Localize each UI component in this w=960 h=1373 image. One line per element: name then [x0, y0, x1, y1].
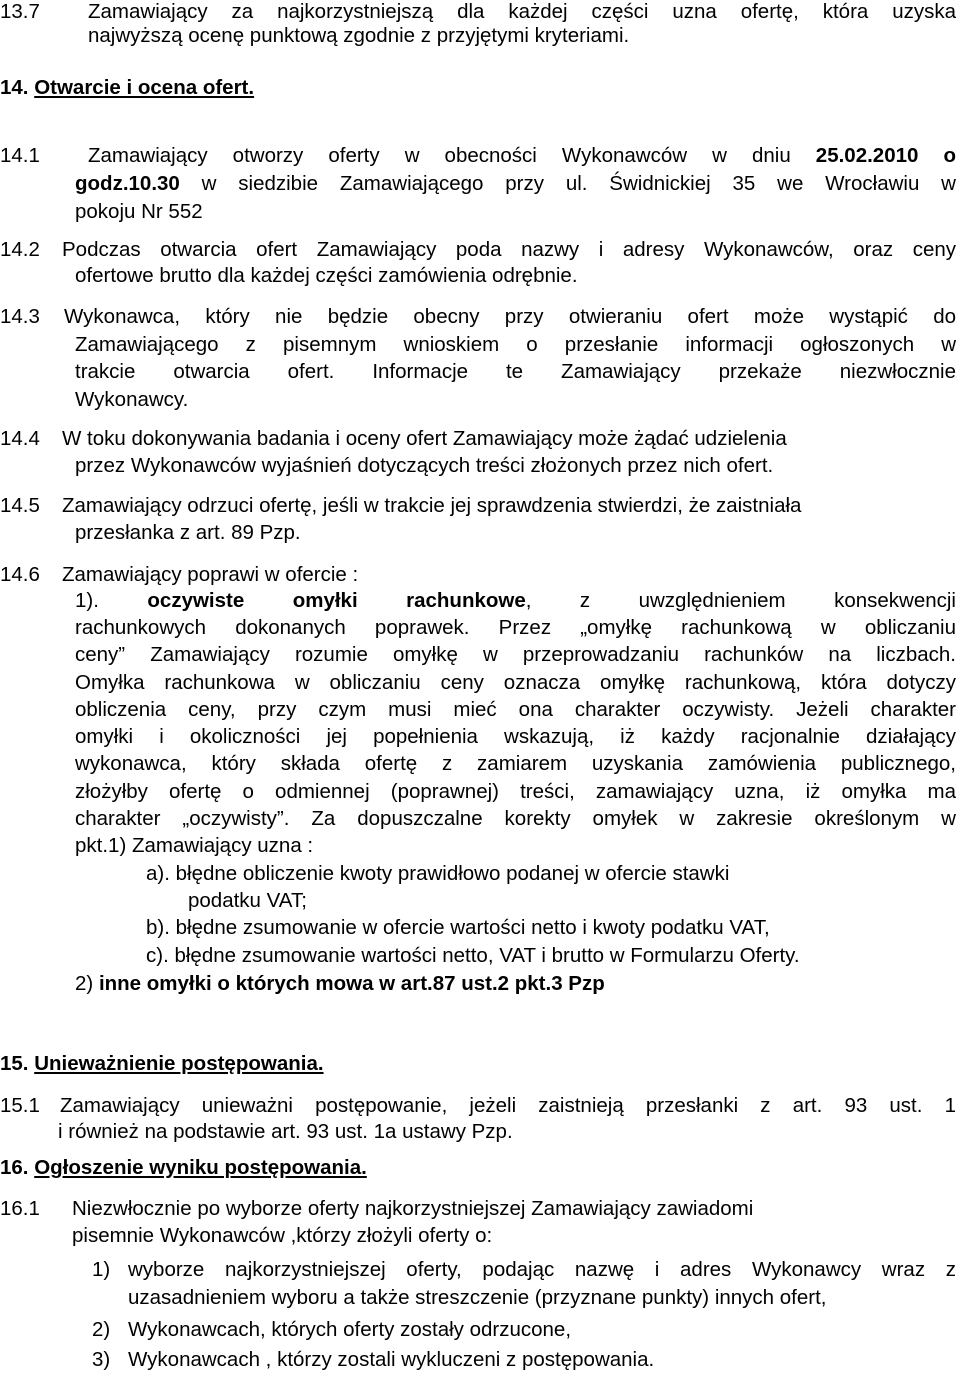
section-16-1-item-3-number: 3) [92, 1348, 111, 1371]
section-14-6-item-2 [75, 972, 605, 996]
section-14-6-sub-a-line-1: a). błędne obliczenie kwoty prawidłowo podanej w ofercie stawki [146, 862, 730, 885]
section-14-1-line-1-text: Zamawiający otworzy oferty w obecności Wykonawców w dniu [88, 144, 791, 167]
section-14-1-number: 14.1 [0, 144, 40, 167]
section-14-6-line-6: obliczenia ceny, przy czym musi mieć ona charakter oczywisty. Jeżeli charakter [75, 698, 956, 721]
section-15-1-line-2: i również na podstawie art. 93 ust. 1a ustawy Pzp. [58, 1120, 513, 1143]
section-14-title: Otwarcie i ocena ofert. [34, 76, 255, 99]
section-14-number: 14. [0, 76, 29, 99]
section-14-1-date: 25.02.2010 o [815, 144, 956, 167]
section-16-number: 16. [0, 1156, 29, 1179]
section-14-3-line-1: Wykonawca, który nie będzie obecny przy otwieraniu ofert może wystąpić do [64, 305, 956, 328]
section-14-4-number: 14.4 [0, 427, 40, 450]
section-15-number: 15. [0, 1052, 29, 1075]
section-14-6-item-2-number: 2) [75, 972, 94, 995]
section-14-6-item-1-text: , z uwzględnieniem konsekwencji [525, 589, 956, 612]
section-15-title: Unieważnienie postępowania. [34, 1052, 324, 1075]
section-16-1-item-1-line-1: wyborze najkorzystniejszej oferty, podając nazwę i adres Wykonawcy wraz z [128, 1258, 956, 1281]
section-14-6-sub-b: b). błędne zsumowanie w ofercie wartości netto i kwoty podatku VAT, [146, 916, 770, 939]
section-14-5-number: 14.5 [0, 494, 40, 517]
section-14-6-sub-a-line-2: podatku VAT; [188, 889, 307, 912]
section-14-6-item-1-title: oczywiste omyłki rachunkowe [147, 589, 526, 612]
section-14-6-item-1-line [75, 589, 956, 613]
section-16-1-item-1-number: 1) [92, 1258, 111, 1281]
section-14-1-line-1 [88, 144, 956, 168]
section-15-1-number: 15.1 [0, 1094, 40, 1117]
section-13-7-line-1: Zamawiający za najkorzystniejszą dla każdej części uzna ofertę, która uzyska [88, 0, 956, 23]
section-14-6-line-10: charakter „oczywisty”. Za dopuszczalne korekty omyłek w zakresie określonym w [75, 807, 956, 830]
section-14-2-line-2: ofertowe brutto dla każdej części zamówienia odrębnie. [75, 264, 578, 287]
section-16-1-item-1-line-2: uzasadnieniem wyboru a także streszczenie (przyznane punkty) innych ofert, [128, 1286, 827, 1309]
section-14-6-line-7: omyłki i okoliczności jej popełnienia wskazują, iż każdy racjonalnie działający [75, 725, 956, 748]
section-16-1-item-2: Wykonawcach, których oferty zostały odrzucone, [128, 1318, 572, 1341]
section-16-heading [0, 1156, 367, 1180]
section-16-title: Ogłoszenie wyniku postępowania. [34, 1156, 367, 1179]
section-14-6-line-11: pkt.1) Zamawiający uzna : [75, 834, 314, 857]
section-16-1-item-3: Wykonawcach , którzy zostali wykluczeni z postępowania. [128, 1348, 655, 1371]
section-15-heading [0, 1052, 324, 1076]
section-14-2-line-1: Podczas otwarcia ofert Zamawiający poda nazwy i adresy Wykonawców, oraz ceny [62, 238, 956, 261]
section-14-3-line-3: trakcie otwarcia ofert. Informacje te Zamawiający przekaże niezwłocznie [75, 360, 956, 383]
section-14-5-line-2: przesłanka z art. 89 Pzp. [75, 521, 301, 544]
section-14-4-line-1: W toku dokonywania badania i oceny ofert Zamawiający może żądać udzielenia [62, 427, 787, 450]
section-14-6-sub-c: c). błędne zsumowanie wartości netto, VAT i brutto w Formularzu Oferty. [146, 944, 800, 967]
section-14-6-line-4: ceny” Zamawiający rozumie omyłkę w przeprowadzaniu rachunków na liczbach. [75, 643, 956, 666]
section-14-heading [0, 76, 254, 100]
section-14-4-line-2: przez Wykonawców wyjaśnień dotyczących treści złożonych przez nich ofert. [75, 454, 774, 477]
section-14-1-line-2-text: w siedzibie Zamawiającego przy ul. Świdnickiej 35 we Wrocławiu w [201, 172, 956, 195]
section-14-6-number: 14.6 [0, 563, 40, 586]
section-14-6-line-9: złożyłby ofertę o odmiennej (poprawnej) treści, zamawiający uzna, iż omyłka ma [75, 780, 956, 803]
section-14-6-item-2-text: inne omyłki o których mowa w art.87 ust.2 pkt.3 Pzp [98, 972, 605, 995]
section-14-6-item-1-number: 1). [75, 589, 99, 612]
section-14-1-line-3: pokoju Nr 552 [75, 200, 203, 223]
section-14-6-line-1: Zamawiający poprawi w ofercie : [62, 563, 359, 586]
section-14-1-time: godz.10.30 [75, 172, 180, 195]
section-16-1-item-2-number: 2) [92, 1318, 111, 1341]
section-14-5-line-1: Zamawiający odrzuci ofertę, jeśli w trakcie jej sprawdzenia stwierdzi, że zaistniała [62, 494, 802, 517]
section-14-3-number: 14.3 [0, 305, 40, 328]
section-14-6-line-5: Omyłka rachunkowa w obliczaniu ceny oznacza omyłkę rachunkową, która dotyczy [75, 671, 956, 694]
section-14-6-line-8: wykonawca, który składa ofertę z zamiarem uzyskania zamówienia publicznego, [75, 752, 956, 775]
section-16-1-number: 16.1 [0, 1197, 40, 1220]
section-14-3-line-2: Zamawiającego z pisemnym wnioskiem o przesłanie informacji ogłoszonych w [75, 333, 956, 356]
section-14-2-number: 14.2 [0, 238, 40, 261]
section-15-1-line-1: Zamawiający unieważni postępowanie, jeżeli zaistnieją przesłanki z art. 93 ust. 1 [60, 1094, 956, 1117]
section-13-7-line-2: najwyższą ocenę punktową zgodnie z przyjętymi kryteriami. [88, 24, 630, 47]
section-14-1-line-2 [75, 172, 956, 196]
section-14-3-line-4: Wykonawcy. [75, 388, 189, 411]
section-16-1-line-2: pisemnie Wykonawców ,którzy złożyli oferty o: [72, 1224, 493, 1247]
section-13-7-number: 13.7 [0, 0, 40, 23]
section-14-6-line-3: rachunkowych dokonanych poprawek. Przez „omyłkę rachunkową w obliczaniu [75, 616, 956, 639]
section-16-1-line-1: Niezwłocznie po wyborze oferty najkorzystniejszej Zamawiający zawiadomi [72, 1197, 754, 1220]
